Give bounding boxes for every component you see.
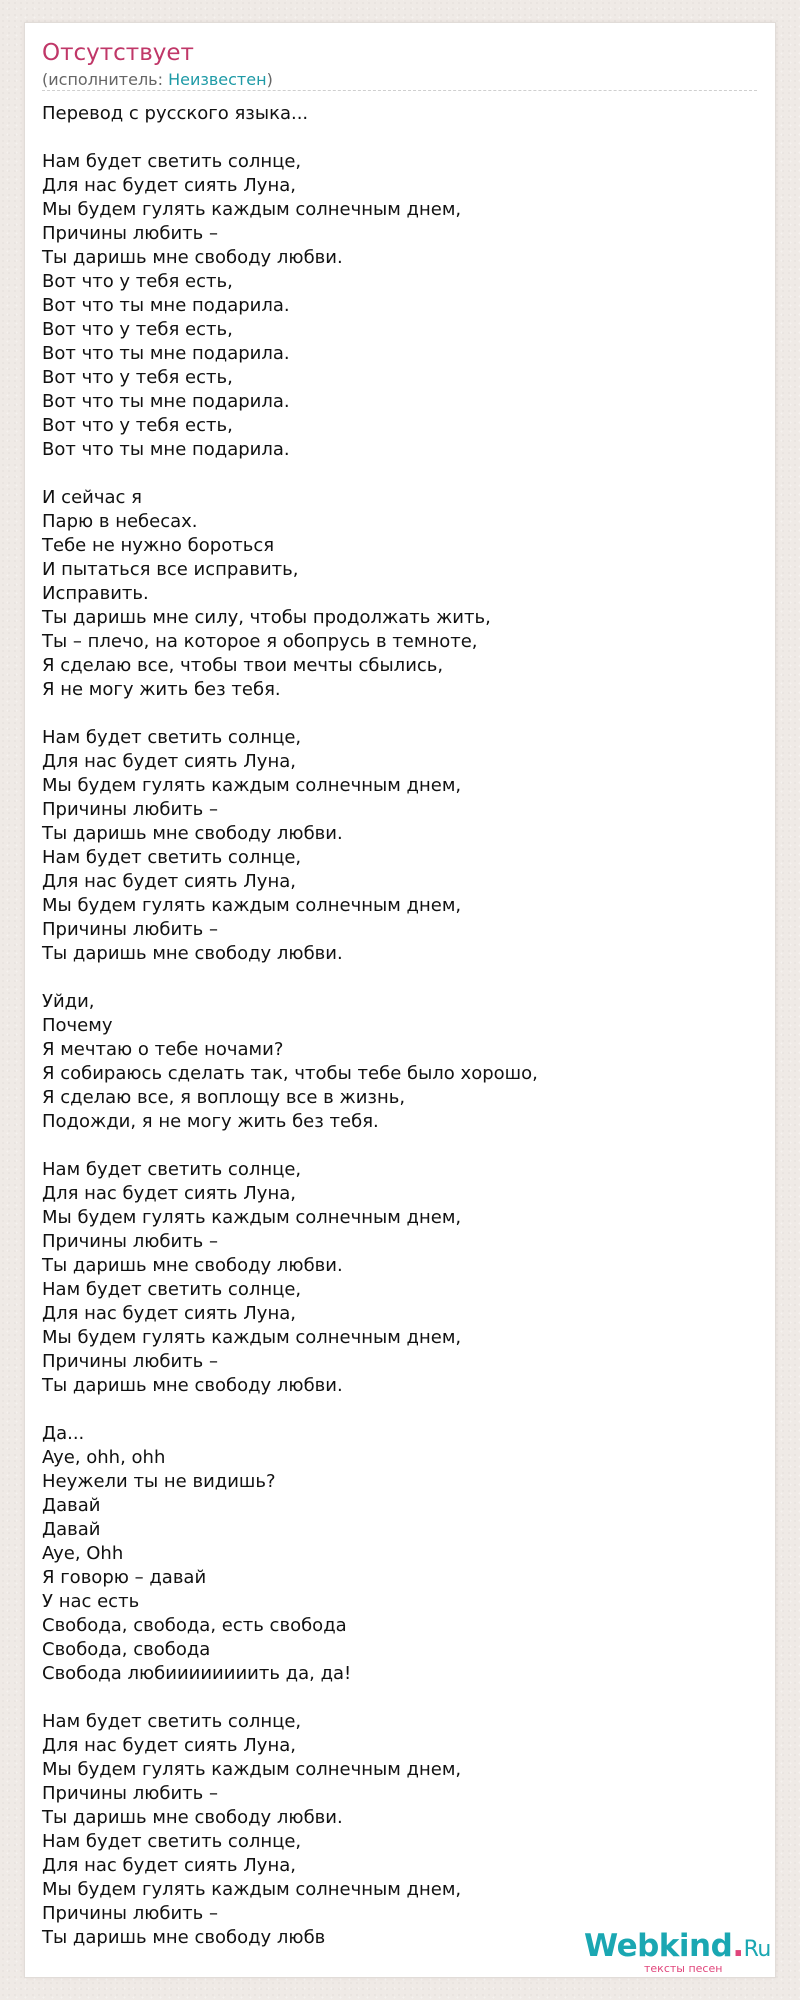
lyrics-text: Перевод с русского языка... Нам будет светить солнце, Для нас будет сиять Луна, Мы будем гулять каждым солнечным днем, Причины любить – Ты даришь мне свободу любви. Вот что у тебя есть, Вот что ты мне подарила. Вот что у тебя есть, Вот что ты мне подарила. Вот что у тебя есть, Вот что ты мне подарила. Вот что у тебя есть, Вот что ты мне подарила. И сейчас я Парю в небесах. Тебе не нужно бороться И пытаться все исправить, Исправить. Ты даришь мне силу, чтобы продолжать жить, Ты – плечо, на которое я обопрусь в темноте, Я сделаю все, чтобы твои мечты сбылись, Я не могу жить без тебя. Нам будет светить солнце, Для нас будет сиять Луна, Мы будем гулять каждым солнечным днем, Причины любить – Ты даришь мне свободу любви. Нам будет светить солнце, Для нас будет сиять Луна, Мы будем гулять каждым солнечным днем, Причины любить – Ты даришь мне свободу любви. Уйди, Почему Я мечтаю о тебе ночами? Я собираюсь сделать так, чтобы тебе было хорошо, Я сделаю все, я воплощу все в жизнь, Подожди, я не могу жить без тебя. Нам будет светить солнце, Для нас будет сиять Луна, Мы будем гулять каждым солнечным днем, Причины любить – Ты даришь мне свободу любви. Нам будет светить солнце, Для нас будет сиять Луна, Мы будем гулять каждым солнечным днем, Причины любить – Ты даришь мне свободу любви. Да... Aye, ohh, ohh Неужели ты не видишь? Давай Давай Aye, Ohh Я говорю – давай У нас есть Свобода, свобода, есть свобода Свобода, свобода Свобода любиииииииить да, да! Нам будет светить солнце, Для нас будет сиять Луна, Мы будем гулять каждым солнечным днем, Причины любить – Ты даришь мне свободу любви. Нам будет светить солнце, Для нас будет сиять Луна, Мы будем гулять каждым солнечным днем, Причины любить – Ты даришь мне свободу любв: [42, 103, 538, 1948]
logo-wordmark: [584, 1928, 771, 1964]
logo-tld: Ru: [743, 1937, 771, 1962]
logo-tagline: тексты песен: [644, 1962, 723, 1975]
webkind-logo[interactable]: [584, 1928, 774, 1977]
logo-dot: .: [732, 1928, 744, 1964]
lyrics-card: [24, 22, 776, 1978]
logo-main-text: Webkind: [584, 1928, 733, 1964]
artist-link[interactable]: Неизвестен: [168, 70, 267, 89]
artist-suffix: ): [266, 70, 273, 89]
artist-line: [42, 70, 273, 89]
song-title: Отсутствует: [42, 40, 194, 66]
artist-prefix: (исполнитель:: [42, 70, 169, 89]
title-divider: [42, 90, 757, 91]
